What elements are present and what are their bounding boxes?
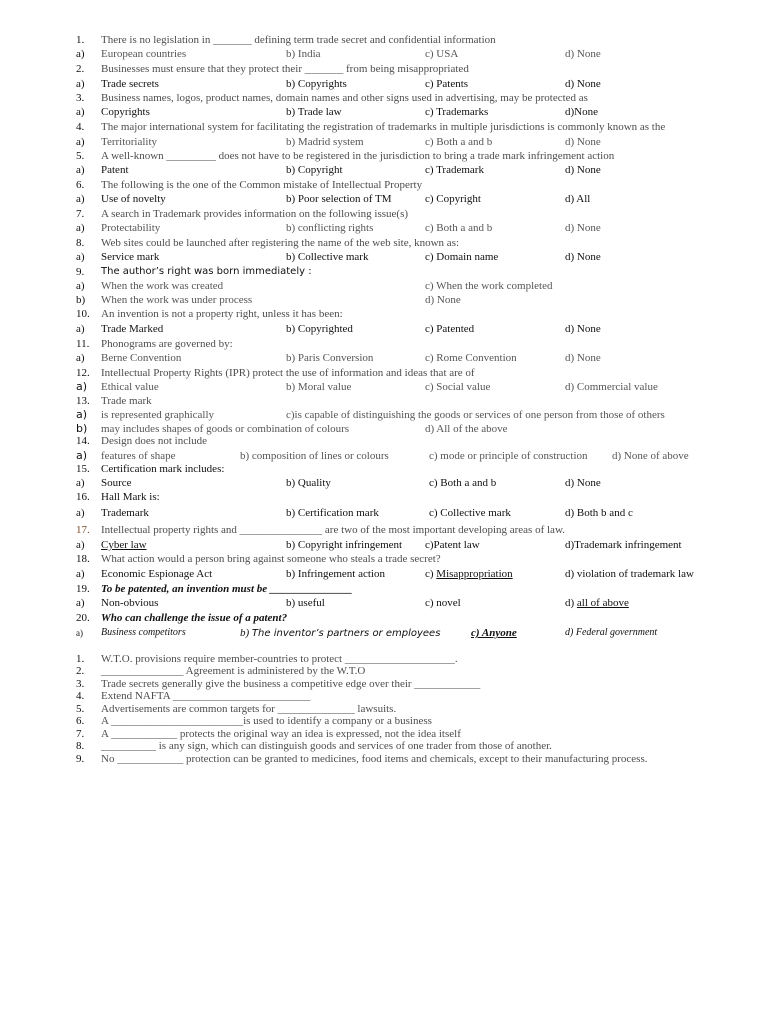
blank-text: A ____________ protects the original way an idea is expressed, not the idea itself (101, 728, 461, 740)
question-text: Businesses must ensure that they protect their _______ from being misappropriated (101, 63, 469, 75)
question-number: 10. (76, 308, 90, 320)
blank-2 (0, 664, 768, 678)
option-marker: a) (76, 449, 88, 462)
option-c: c) novel (425, 597, 461, 609)
blank-number: 3. (76, 678, 85, 690)
option-b: b) conflicting rights (286, 222, 374, 234)
blank-text: Trade secrets generally give the business a competitive edge over their ____________ (101, 678, 481, 690)
option-d: d) None (565, 78, 601, 90)
question-4 (0, 120, 768, 134)
question-number: 14. (76, 435, 90, 447)
options-11 (0, 351, 768, 365)
option-c: c) Both a and b (425, 222, 493, 234)
question-9 (0, 265, 768, 279)
option-b: b) Quality (286, 477, 331, 489)
question-text: Hall Mark is: (101, 491, 160, 503)
blank-text: W.T.O. provisions require member-countries to protect ____________________. (101, 653, 458, 665)
question-text: Business names, logos, product names, domain names and other signs used in advertising, may be protected as (101, 92, 588, 104)
options-16 (0, 506, 768, 520)
question-number: 13. (76, 395, 90, 407)
option-d: d) None (565, 48, 601, 60)
question-number: 19. (76, 583, 90, 595)
option-c: c) Patents (425, 78, 469, 90)
blank-number: 4. (76, 690, 85, 702)
option-a: Service mark (101, 251, 160, 263)
question-text: An invention is not a property right, unless it has been: (101, 308, 343, 320)
question-text: A search in Trademark provides information on the following issue(s) (101, 208, 409, 220)
option-d: d) violation of trademark law (565, 568, 694, 580)
option-marker: a) (76, 164, 85, 176)
question-number: 2. (76, 63, 85, 75)
option-d: d) None (565, 323, 601, 335)
option-marker: a) (76, 628, 83, 638)
option-marker: a) (76, 222, 85, 234)
option-marker: a) (76, 323, 85, 335)
option-c: c) When the work completed (425, 280, 553, 292)
question-text: Phonograms are governed by: (101, 338, 233, 350)
option-d: d)None (565, 106, 598, 118)
option-d: d) all of above (565, 597, 629, 609)
question-12 (0, 366, 768, 380)
blank-text: Extend NAFTA _________________________ (101, 690, 311, 702)
option-marker: a) (76, 280, 85, 292)
option-marker: a) (76, 477, 85, 489)
option-b: b) Copyright infringement (286, 539, 403, 551)
option-d: d) None (565, 222, 601, 234)
option-a: Economic Espionage Act (101, 568, 213, 580)
option-b: b) Poor selection of TM (286, 193, 392, 205)
question-text: A well-known _________ does not have to be registered in the jurisdiction to bring a trade mark infringement action (101, 150, 615, 162)
option-marker: a) (76, 539, 85, 551)
option-c: c) Rome Convention (425, 352, 517, 364)
blank-9 (0, 752, 768, 766)
option-c: c) mode or principle of construction (429, 450, 588, 462)
options-19 (0, 596, 768, 610)
option-a: Copyrights (101, 106, 150, 118)
option-a: Patent (101, 164, 129, 176)
option-d: d) None (565, 251, 601, 263)
question-8 (0, 236, 768, 250)
question-number: 3. (76, 92, 85, 104)
options-9b (0, 293, 768, 307)
blank-number: 9. (76, 753, 85, 765)
option-b: b) Collective mark (286, 251, 369, 263)
option-b: b) Copyrighted (286, 323, 353, 335)
option-c: c) Copyright (425, 193, 481, 205)
question-text: The author’s right was born immediately : (101, 266, 312, 277)
option-marker: a) (76, 408, 88, 421)
options-8 (0, 250, 768, 264)
blank-6 (0, 714, 768, 728)
options-3 (0, 105, 768, 119)
options-20 (0, 626, 768, 640)
question-number: 15. (76, 463, 90, 475)
question-text: Intellectual property rights and _______________ are two of the most important developing areas of law. (101, 524, 565, 536)
option-marker: a) (76, 78, 85, 90)
blank-text: Advertisements are common targets for ______________ lawsuits. (101, 703, 397, 715)
option-c: c) USA (425, 48, 459, 60)
option-marker: a) (76, 568, 85, 580)
options-9a (0, 279, 768, 293)
options-5 (0, 163, 768, 177)
options-6 (0, 192, 768, 206)
option-a: Berne Convention (101, 352, 182, 364)
option-b: b) Moral value (286, 381, 352, 393)
option-a: Trade Marked (101, 323, 164, 335)
option-b: b) useful (286, 597, 325, 609)
option-marker: a) (76, 352, 85, 364)
option-marker: a) (76, 380, 88, 393)
option-d: d) Both b and c (565, 507, 633, 519)
question-10 (0, 307, 768, 321)
option-c: c) Misappropriation (425, 568, 513, 580)
option-d: d) All (565, 193, 591, 205)
option-a: Trade secrets (101, 78, 159, 90)
blank-text: A ________________________is used to identify a company or a business (101, 715, 432, 727)
question-text: To be patented, an invention must be _______________ (101, 583, 353, 595)
options-13a (0, 408, 768, 422)
option-b: b) Paris Conversion (286, 352, 374, 364)
question-text: Trade mark (101, 395, 152, 407)
question-text: Web sites could be launched after registering the name of the web site, known as: (101, 237, 460, 249)
question-text: What action would a person bring against someone who steals a trade secret? (101, 553, 441, 565)
option-a: Business competitors (101, 627, 186, 638)
question-text: Certification mark includes: (101, 463, 225, 475)
option-d: d) Federal government (565, 627, 658, 638)
question-number: 12. (76, 367, 90, 379)
question-number: 6. (76, 179, 85, 191)
question-7 (0, 207, 768, 221)
option-marker: a) (76, 193, 85, 205)
option-a: Trademark (101, 507, 149, 519)
question-text: The following is the one of the Common mistake of Intellectual Property (101, 179, 423, 191)
option-c: c) Collective mark (429, 507, 511, 519)
question-number: 5. (76, 150, 85, 162)
question-5 (0, 149, 768, 163)
option-marker: a) (76, 48, 85, 60)
blank-8 (0, 739, 768, 753)
blank-text: __________ is any sign, which can distinguish goods and services of one trader from those of another. (101, 740, 552, 752)
options-10 (0, 322, 768, 336)
options-7 (0, 221, 768, 235)
options-15 (0, 476, 768, 490)
option-b: b) composition of lines or colours (240, 450, 389, 462)
question-15 (0, 462, 768, 476)
options-12 (0, 380, 768, 394)
question-16 (0, 490, 768, 504)
option-c: c) Both a and b (425, 136, 493, 148)
question-text: Intellectual Property Rights (IPR) protect the use of information and ideas that are of (101, 367, 475, 379)
option-a: Ethical value (101, 381, 159, 393)
option-c: c) Anyone (471, 627, 517, 639)
option-b: b) The inventor’s partners or employees (240, 627, 441, 639)
option-marker: a) (76, 136, 85, 148)
option-c: c) Trademark (425, 164, 484, 176)
question-number: 4. (76, 121, 85, 133)
option-d: d) None (425, 294, 461, 306)
question-number: 18. (76, 553, 90, 565)
blank-number: 7. (76, 728, 85, 740)
option-d: d) None of above (612, 450, 689, 462)
option-c: c)Patent law (425, 539, 480, 551)
option-c: c) Both a and b (429, 477, 497, 489)
question-number: 17. (76, 524, 90, 536)
option-b: b) Copyrights (286, 78, 347, 90)
option-c: c) Domain name (425, 251, 499, 263)
question-6 (0, 178, 768, 192)
option-c: c) Social value (425, 381, 491, 393)
option-a: is represented graphically (101, 409, 215, 421)
option-c: c) Trademarks (425, 106, 489, 118)
option-a: European countries (101, 48, 187, 60)
question-1 (0, 33, 768, 47)
question-text: Who can challenge the issue of a patent? (101, 612, 288, 624)
question-19 (0, 582, 768, 596)
option-marker: b) (76, 422, 88, 435)
blank-text: _______________ Agreement is administered by the W.T.O (101, 665, 366, 677)
question-13 (0, 394, 768, 408)
option-a: Cyber law (101, 539, 147, 551)
option-d: d) None (565, 477, 601, 489)
question-11 (0, 337, 768, 351)
option-a: Territoriality (101, 136, 158, 148)
options-2 (0, 77, 768, 91)
blank-text: No ____________ protection can be granted to medicines, food items and chemicals, except to their manufacturing process. (101, 753, 648, 765)
option-d: d)Trademark infringement (565, 539, 682, 551)
option-b: b) Madrid system (286, 136, 364, 148)
option-a: features of shape (101, 450, 176, 462)
question-number: 9. (76, 266, 85, 278)
question-17 (0, 523, 768, 537)
option-a: Source (101, 477, 132, 489)
question-number: 7. (76, 208, 85, 220)
option-d: d) None (565, 136, 601, 148)
question-text: The major international system for facilitating the registration of trademarks in multiple jurisdictions is commonly known as the (101, 121, 666, 133)
question-14 (0, 434, 768, 448)
question-20 (0, 611, 768, 625)
option-c-answer: Misappropriation (436, 568, 513, 580)
question-3 (0, 91, 768, 105)
option-d: d) Commercial value (565, 381, 658, 393)
question-18 (0, 552, 768, 566)
option-b: b) Trade law (286, 106, 342, 118)
option-marker: b) (76, 294, 86, 306)
question-text: There is no legislation in _______ defining term trade secret and confidential information (101, 34, 496, 46)
question-number: 8. (76, 237, 85, 249)
blank-number: 2. (76, 665, 85, 677)
options-4 (0, 135, 768, 149)
option-a: Use of novelty (101, 193, 166, 205)
option-a: Non-obvious (101, 597, 159, 609)
option-b: b) Certification mark (286, 507, 379, 519)
question-number: 20. (76, 612, 90, 624)
option-d: d) None (565, 164, 601, 176)
option-d: d) None (565, 352, 601, 364)
blank-number: 8. (76, 740, 85, 752)
option-marker: a) (76, 507, 85, 519)
options-1 (0, 47, 768, 61)
option-c: c) Patented (425, 323, 475, 335)
option-d-answer: all of above (576, 597, 629, 609)
question-number: 16. (76, 491, 90, 503)
options-14 (0, 449, 768, 463)
option-marker: a) (76, 597, 85, 609)
options-18 (0, 567, 768, 581)
question-number: 11. (76, 338, 90, 350)
option-b: b) India (286, 48, 321, 60)
option-c: c)is capable of distinguishing the goods or services of one person from those of others (286, 409, 665, 421)
option-b: b) Copyright (286, 164, 343, 176)
option-d: d) All of the above (425, 423, 508, 435)
option-a: Protectability (101, 222, 161, 234)
option-b: may includes shapes of goods or combination of colours (101, 423, 350, 435)
option-marker: a) (76, 106, 85, 118)
question-2 (0, 62, 768, 76)
question-number: 1. (76, 34, 85, 46)
blank-4 (0, 689, 768, 703)
option-b: b) Infringement action (286, 568, 385, 580)
question-text: Design does not include (101, 435, 208, 447)
blank-number: 6. (76, 715, 85, 727)
option-a: When the work was created (101, 280, 224, 292)
options-17 (0, 538, 768, 552)
option-b: When the work was under process (101, 294, 253, 306)
blank-number: 5. (76, 703, 85, 715)
blank-number: 1. (76, 653, 85, 665)
option-marker: a) (76, 251, 85, 263)
